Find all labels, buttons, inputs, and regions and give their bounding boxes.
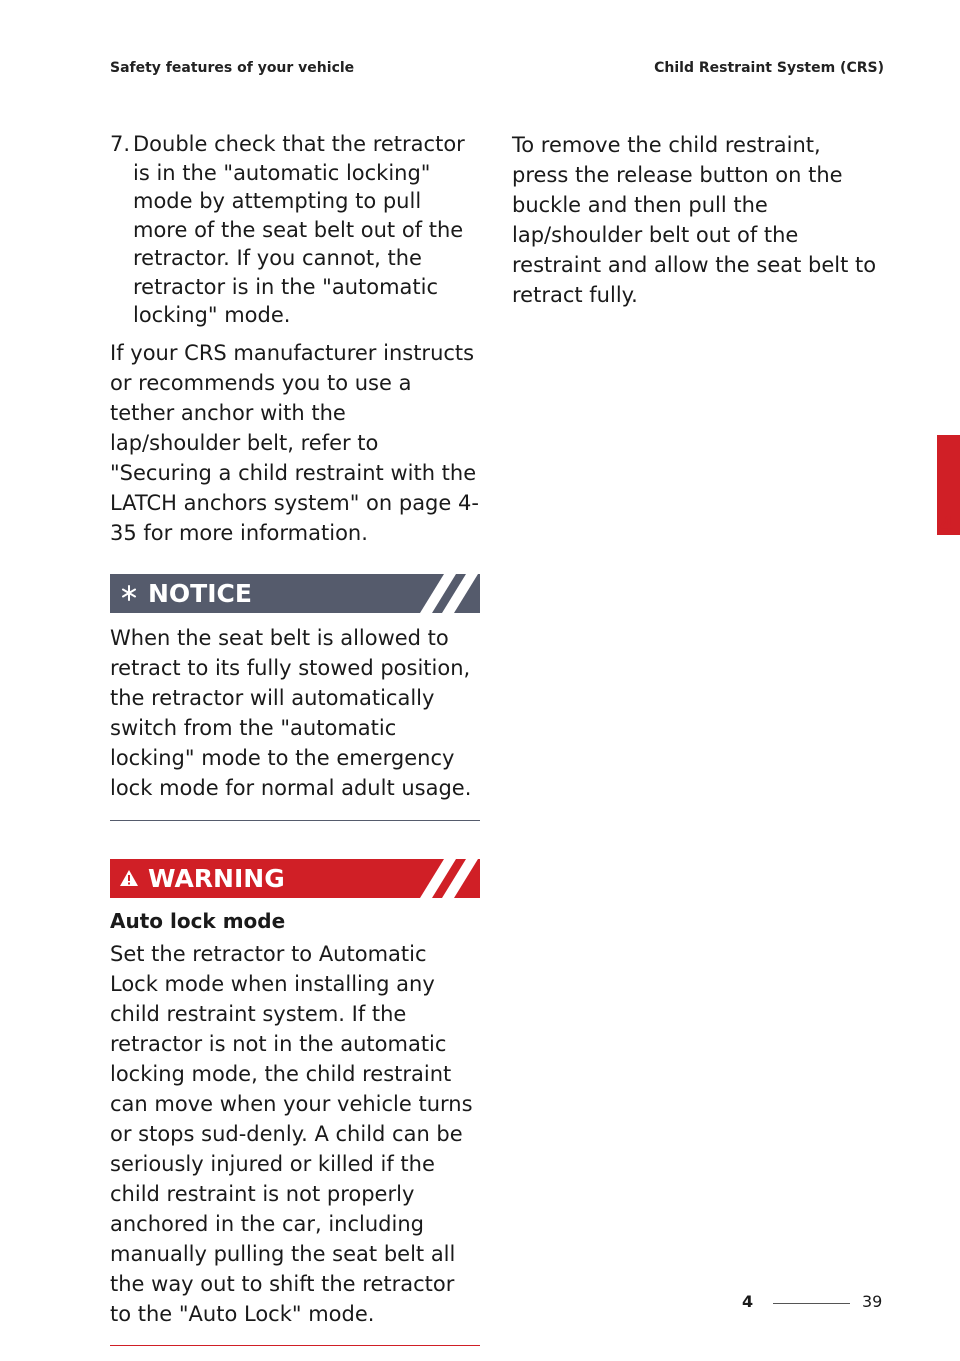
running-header-section: Safety features of your vehicle [110, 60, 355, 76]
running-header-chapter: Child Restraint System (CRS) [654, 60, 884, 76]
asterisk-icon [110, 584, 148, 602]
banner-stripes [410, 574, 480, 613]
step-number: 7. [110, 132, 131, 156]
left-column [110, 130, 480, 1346]
step-item [110, 130, 480, 330]
warning-banner [110, 859, 480, 898]
remove-restraint-paragraph: To remove the child restraint, press the release button on the buckle and then pull the lap/shoulder belt out of the restraint and allow the seat belt to retract fully. [512, 133, 877, 307]
footer-page-number: 39 [862, 1292, 883, 1311]
footer-divider [773, 1303, 850, 1304]
step-text: Double check that the retractor is in the "automatic locking" mode by attempting to pull more of the seat belt out of the retractor. If you cannot, the retractor is in the "automatic locking" mode. [133, 132, 465, 327]
notice-divider [110, 820, 480, 821]
notice-title: NOTICE [148, 578, 252, 608]
chapter-tab-number: 4 [940, 512, 954, 536]
warning-triangle-icon [110, 869, 148, 887]
tether-paragraph: If your CRS manufacturer instructs or recommends you to use a tether anchor with the lap/shoulder belt, refer to "Securing a child restraint with the LATCH anchors system" on page 4-35 for more information. [110, 340, 479, 545]
notice-text: When the seat belt is allowed to retract to its fully stowed position, the retractor will automatically switch from the "automatic locking" mode to the emergency lock mode for normal adult usage. [110, 625, 472, 800]
warning-text: Set the retractor to Automatic Lock mode when installing any child restraint system. If the retractor is not in the automatic locking mode, the child restraint can move when your vehicle turns or stops sud-denly. A child can be seriously injured or killed if the child restraint is not properly anchored in the car, including manually pulling the seat belt all the way out to shift the retractor to the "Auto Lock" mode. [110, 941, 473, 1326]
warning-subheading: Auto lock mode [110, 908, 286, 933]
warning-title: WARNING [148, 863, 285, 893]
footer-chapter: 4 [742, 1292, 754, 1311]
notice-banner [110, 574, 480, 613]
right-column [512, 130, 882, 310]
warning-divider [110, 1345, 480, 1346]
banner-stripes [410, 859, 480, 898]
